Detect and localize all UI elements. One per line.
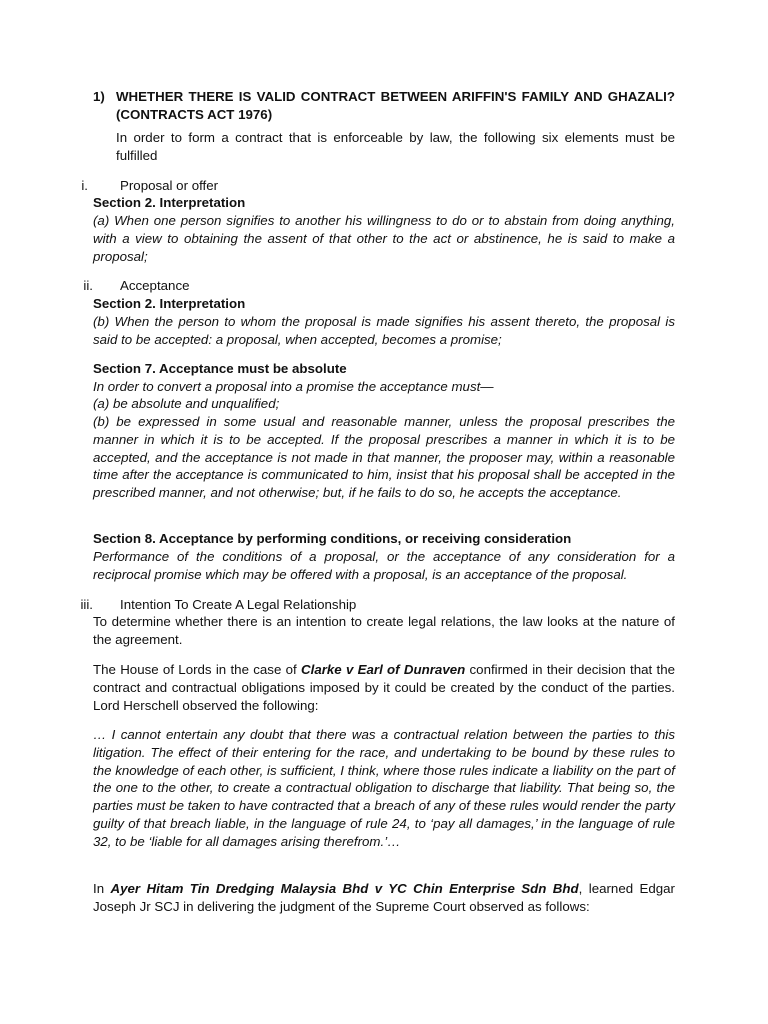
p4-text-after: , learned Edgar Joseph Jr SCJ in delivering the judgment of the Supreme Court observed as follows: <box>93 881 675 914</box>
section-8-title: Section 8. Acceptance by performing conditions, or receiving consideration <box>93 531 572 546</box>
item-iii-paragraph-4 <box>93 880 675 916</box>
question-heading <box>93 88 675 124</box>
section-7-title: Section 7. Acceptance must be absolute <box>93 361 347 376</box>
intro-paragraph: In order to form a contract that is enforceable by law, the following six elements must be fulfilled <box>116 130 675 163</box>
section-8-text: Performance of the conditions of a proposal, or the acceptance of any consideration for a reciprocal promise which may be offered with a proposal, is an acceptance of the proposal. <box>93 549 675 582</box>
item-i-section-text: (a) When one person signifies to another his willingness to do or to abstain from doing anything, with a view to obtaining the assent of that other to the act or abstinence, he is said to make a proposal; <box>93 213 675 264</box>
item-ii-numeral: ii. <box>83 278 93 293</box>
case-name-ayer-hitam: Ayer Hitam Tin Dredging Malaysia Bhd v YC Chin Enterprise Sdn Bhd <box>110 881 579 896</box>
section-7-line-2: (a) be absolute and unqualified; <box>93 396 280 411</box>
item-ii-section-title: Section 2. Interpretation <box>93 296 246 311</box>
item-iii-paragraph-1: To determine whether there is an intention to create legal relations, the law looks at the nature of the agreement. <box>93 614 675 647</box>
item-i-title <box>80 177 219 195</box>
item-ii-title <box>80 277 190 295</box>
case-name-clarke: Clarke v Earl of Dunraven <box>301 662 466 677</box>
item-i-label: Proposal or offer <box>120 178 219 193</box>
p4-text-before: In <box>93 881 111 896</box>
item-iii-title <box>80 596 357 614</box>
item-iii-numeral: iii. <box>80 597 93 612</box>
item-iii-label: Intention To Create A Legal Relationship <box>120 597 357 612</box>
section-7-line-3: (b) be expressed in some usual and reasonable manner, unless the proposal prescribes the manner in which it is to be accepted. If the proposal prescribes a manner in which it is to be accepted, and the acceptance is not made in that manner, the proposer may, within a reasonable time after the acceptance is communicated to him, insist that his proposal shall be accepted in the prescribed manner, and not otherwise; but, if he fails to do so, he accepts the acceptance. <box>93 414 675 501</box>
item-ii-section-text: (b) When the person to whom the proposal is made signifies his assent thereto, the proposal is said to be accepted: a proposal, when accepted, becomes a promise; <box>93 314 675 347</box>
section-7-line-1: In order to convert a proposal into a promise the acceptance must— <box>93 379 494 394</box>
item-i-numeral: i. <box>81 178 88 193</box>
p2-text-before: The House of Lords in the case of <box>93 662 302 677</box>
item-i-section-title: Section 2. Interpretation <box>93 195 246 210</box>
item-iii-paragraph-2 <box>93 661 675 714</box>
item-ii-label: Acceptance <box>120 278 190 293</box>
heading-number: 1) <box>93 89 105 104</box>
heading-text: WHETHER THERE IS VALID CONTRACT BETWEEN ARIFFIN'S FAMILY AND GHAZALI? (CONTRACTS ACT 1976) <box>116 89 675 122</box>
p2-text-after: confirmed in their decision that the contract and contractual obligations imposed by it could be created by the conduct of the parties. Lord Herschell observed the following: <box>93 662 676 713</box>
herschell-quote: … I cannot entertain any doubt that there was a contractual relation between the parties to this litigation. The effect of their entering for the race, and undertaking to be bound by these rules to the knowledge of each other, is sufficient, I think, where those rules indicate a liability on the part of the one to the other, to create a contractual obligation to discharge that liability. That being so, the parties must be taken to have contracted that a breach of any of these rules would render the party guilty of that breach liable, in the language of rule 24, to ‘pay all damages,’ in the language of rule 32, to be ‘liable for all damages arising therefrom.’… <box>93 727 675 849</box>
